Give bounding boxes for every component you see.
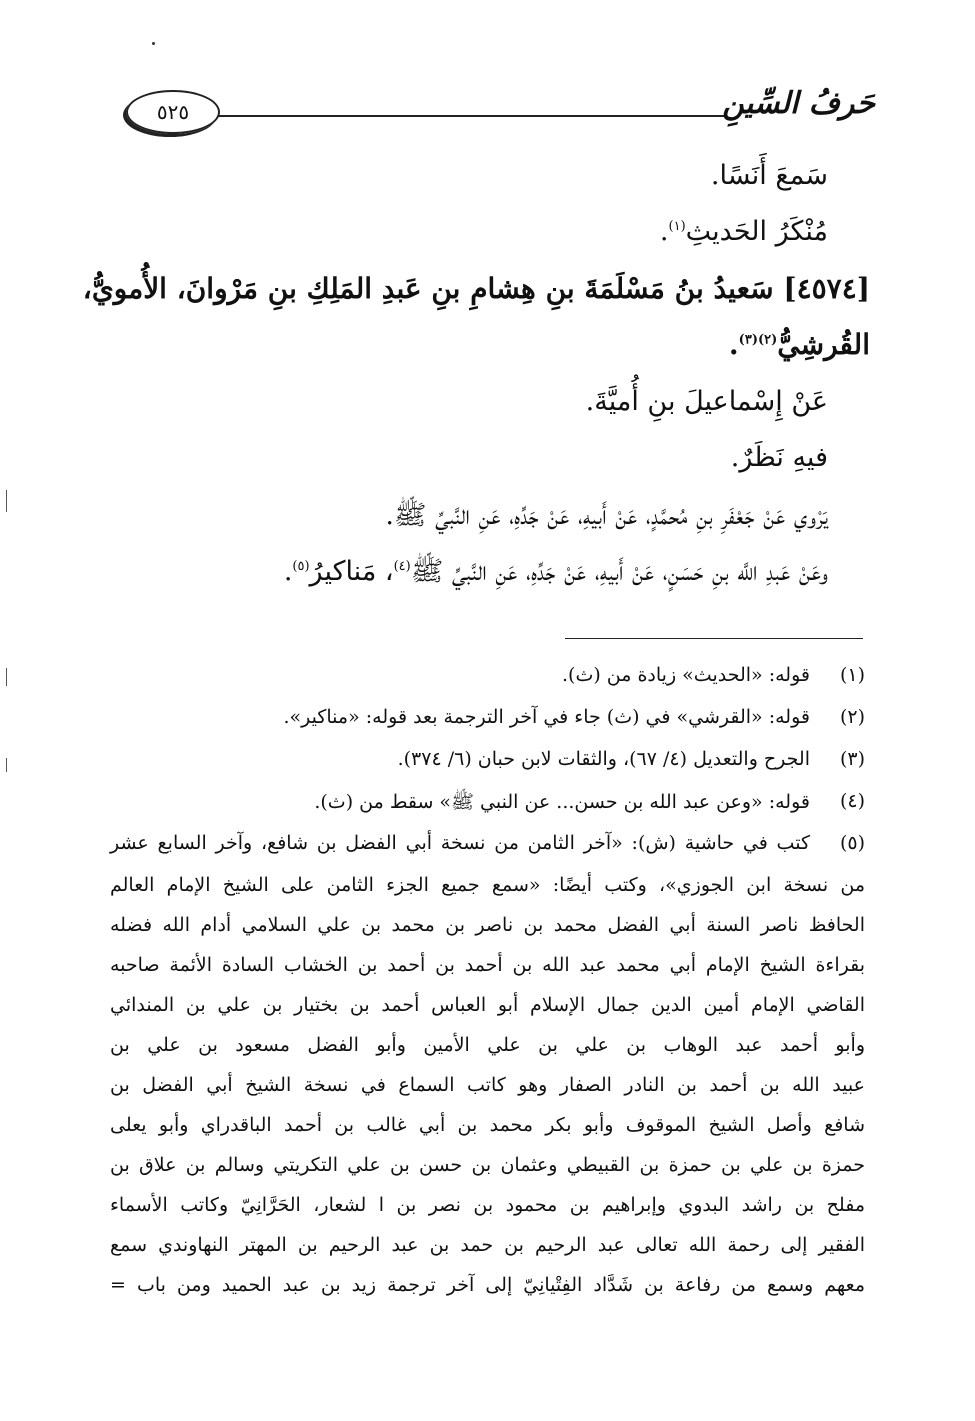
- margin-mark: [6, 490, 7, 512]
- footnote-marker: (٢)(٣): [738, 332, 778, 348]
- footnote-text: قوله: «الحديث» زيادة من (ث).: [562, 664, 810, 686]
- text-line-content: سَمعَ أَنَسًا.: [710, 160, 828, 191]
- footnote-text: كتب في حاشية (ش): «آخر الثامن من نسخة أبي الفضل بن شافع، وآخر السابع عشر: [110, 832, 810, 854]
- footnote-text: شافع وأصل الشيخ الموقوف وأبو بكر محمد بن أبي غالب بن أحمد الباقدراي وأبو يعلى: [110, 1114, 865, 1136]
- text-line-content: عَنْ إِسْماعيلَ بنِ أُميَّةَ.: [585, 386, 828, 417]
- margin-mark: [6, 758, 7, 772]
- footnote-text: مفلح بن راشد البدوي وإبراهيم بن محمود بن نصر بن ا لشعار، الحَرَّانِيّ وكاتب الأسماء: [110, 1194, 865, 1216]
- footnote-marker: (٥): [292, 559, 310, 574]
- text-line-content: مُنْكَرُ الحَديثِ: [685, 216, 828, 247]
- punctuation: .: [728, 328, 739, 361]
- footnote-text: معهم وسمع من رفاعة بن شَدَّاد الفِتْيانِيّ إلى آخر ترجمة زيد بن عبد الحميد ومن باب =: [110, 1274, 865, 1296]
- footnote-text: القاضي الإمام أمين الدين جمال الإسلام أبو العباس أحمد بن بختيار بن علي بن المندائي: [110, 994, 865, 1016]
- footnote-text: قوله: «القرشي» في (ث) جاء في آخر الترجمة بعد قوله: «مناكير».: [283, 706, 810, 728]
- header-rule: [218, 115, 725, 117]
- footnote-text: بقراءة الشيخ الإمام أبي محمد عبد الله بن أحمد بن أحمد بن الخشاب السادة الأئمة صاحبه: [110, 954, 865, 976]
- footnote-text: حمزة بن علي بن حمزة بن القبيطي وعثمان بن حسن بن علي التكريتي وسالم بن علاق بن: [110, 1154, 865, 1176]
- page-number-text: ٥٢٥: [156, 100, 190, 124]
- footnote-text: قوله: «وعن عبد الله بن حسن... عن النبي ﷺ» سقط من (ث).: [314, 791, 810, 813]
- text-line-content: يَرْوي عَنْ جَعْفَرِ بنِ مُحمَّدٍ، عَنْ أَبيهِ، عَنْ جَدِّهِ، عَنِ النَّبيِّ ﷺ.: [385, 500, 828, 531]
- text-line-content: وعَنْ عَبدِ اللَّه بنِ حَسَنٍ، عَنْ أَبيهِ، عَنْ جَدِّهِ، عَنِ النَّبيِّ ﷺ: [410, 556, 828, 587]
- entry-heading-cont: [729, 328, 870, 361]
- speck: [152, 42, 155, 45]
- footnote-number: (٤): [839, 790, 865, 812]
- entry-heading-text: القُرشِيُّ: [777, 328, 870, 361]
- punctuation: .: [659, 216, 669, 247]
- footnote-separator: [565, 638, 863, 639]
- text-line-content: ، مَناكيرُ: [309, 556, 394, 587]
- running-header: [120, 84, 875, 140]
- text-line: [711, 160, 828, 191]
- footnote-number: (٣): [839, 748, 865, 770]
- punctuation: .: [283, 556, 293, 587]
- footnote-number: (٥): [839, 832, 865, 854]
- footnote-text: عبيد الله بن أحمد بن النادر الصفار وهو كاتب السماع في نسخة الشيخ أبي الفضل بن: [110, 1074, 865, 1096]
- footnote-marker: (٤): [393, 559, 411, 574]
- text-line-content: فيهِ نَظَرٌ.: [730, 442, 828, 473]
- footnote-number: (١): [839, 664, 865, 686]
- footnote-text: من نسخة ابن الجوزي»، وكتب أيضًا: «سمع جميع الجزء الثامن على الشيخ الإمام العالم: [110, 874, 865, 896]
- text-line: [284, 554, 828, 594]
- footnote-text: الفقير إلى رحمة الله تعالى عبد الرحيم بن حمد بن عبد الرحيم بن المهتر النهاوندي سمع: [110, 1234, 865, 1256]
- text-line: [586, 386, 828, 417]
- footnote-text: وأبو أحمد عبد الوهاب بن علي بن علي الأمين وأبو الفضل مسعود بن علي بن: [110, 1034, 865, 1056]
- footnote-text: الحافظ ناصر السنة أبي الفضل محمد بن ناصر بن محمد بن علي السلامي أدام الله فضله: [110, 914, 865, 936]
- text-line: [731, 442, 828, 473]
- text-line: [660, 216, 828, 247]
- footnote-text: الجرح والتعديل (٤/ ٦٧)، والثقات لابن حبان (٦/ ٣٧٤).: [397, 748, 810, 770]
- chapter-title: حَرفُ السِّينِ: [722, 86, 875, 121]
- footnote-marker: (١): [668, 219, 686, 234]
- page-number: [126, 90, 220, 134]
- text-line: [385, 498, 828, 538]
- footnote-number: (٢): [839, 706, 865, 728]
- margin-mark: [6, 668, 7, 686]
- entry-heading-text: [٤٥٧٤] سَعيدُ بنُ مَسْلَمَةَ بنِ هِشامِ بنِ عَبدِ المَلِكِ بنِ مَرْوانَ، الأُمويُّ،: [82, 272, 870, 305]
- entry-heading: [83, 272, 870, 305]
